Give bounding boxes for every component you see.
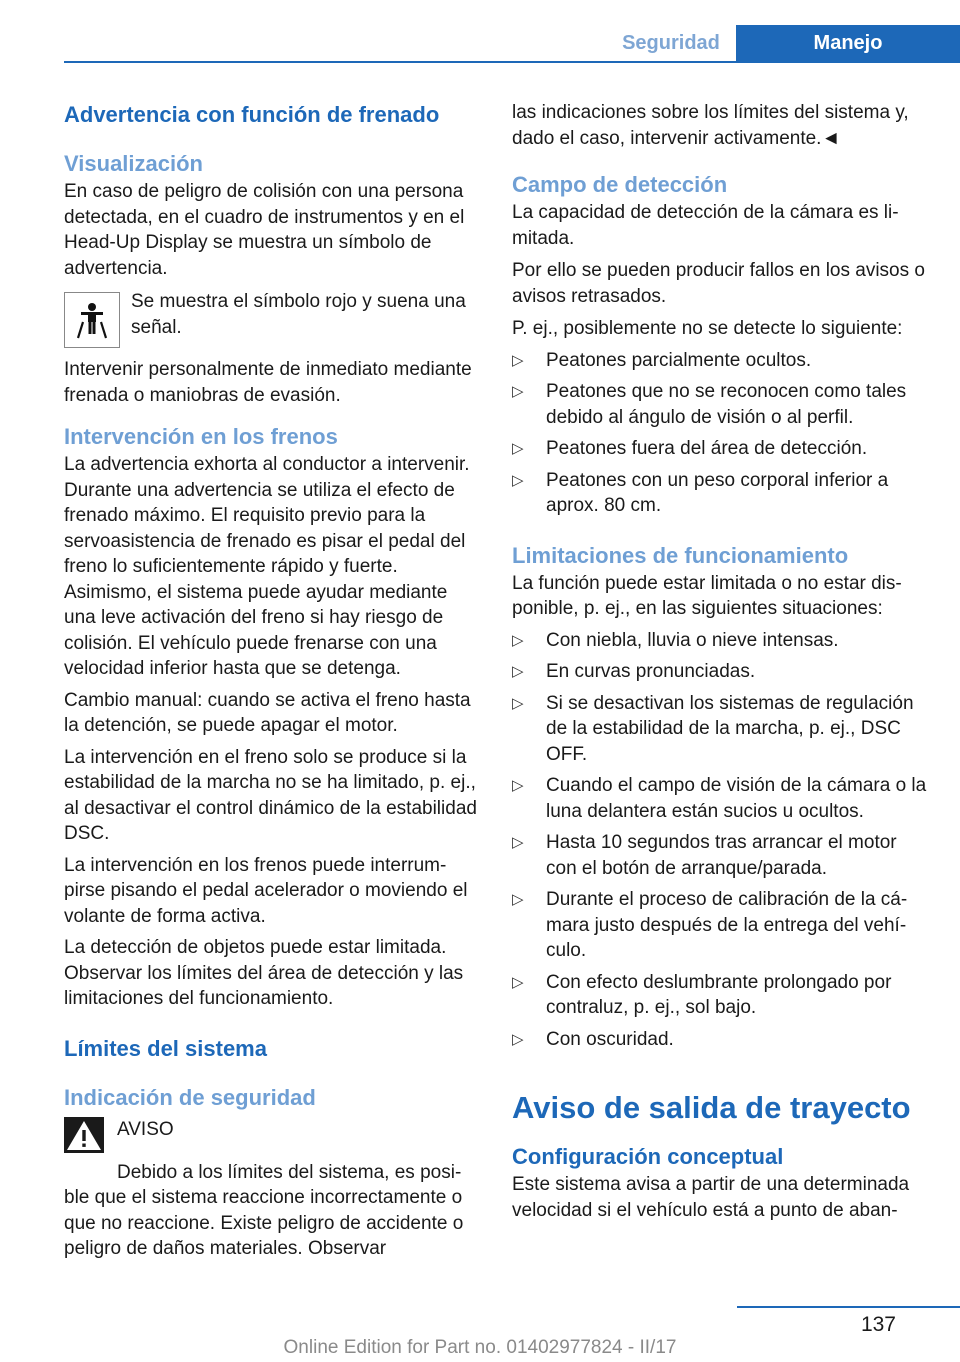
footer-rule [737,1306,960,1308]
paragraph: La función puede estar limitada o no estar disponible, p. ej., en las siguientes situaciones: [512,572,902,619]
page-number: 137 [860,1313,896,1336]
list-item: ▷ Peatones fuera del área de detección. [512,436,928,462]
list-item: ▷ Con efecto deslumbrante prolongado por contraluz, p. ej., sol bajo. [512,971,892,1018]
heading-limites: Límites del sistema [64,1035,267,1061]
header-rule [64,61,960,63]
bullet-triangle-icon: ▷ [512,631,524,649]
bullet-triangle-icon: ▷ [512,663,524,680]
bullet-triangle-icon: ▷ [512,440,524,457]
aviso-label: AVISO [117,1118,174,1140]
heading-configuracion: Configuración conceptual [512,1144,784,1169]
edition-footer: Online Edition for Part no. 01402977824 - II/17 [283,1337,677,1358]
bullet-triangle-icon: ▷ [512,471,524,489]
heading-campo-deteccion: Campo de detección [512,172,728,197]
list-item: ▷ Si se desactivan los sistemas de regulación de la estabilidad de la marcha, p. ej., DSC OFF. [512,692,914,765]
list-item: ▷ Con niebla, lluvia o nieve intensas. [512,628,928,654]
tab-seguridad[interactable]: Seguridad [607,25,735,62]
paragraph: La intervención en el freno solo se produce si la estabilidad de la marcha no se ha limitado, p. ej., al desactivar el control dinámico de la estabilidad DSC. [64,746,477,844]
bullet-triangle-icon: ▷ [512,694,524,712]
tab-manejo[interactable]: Manejo [736,25,960,62]
aviso-row [64,1117,480,1153]
bullet-triangle-icon: ▷ [512,834,524,851]
pedestrian-warning-icon [64,292,120,348]
warning-triangle-icon [64,1117,104,1153]
list-item: ▷ Peatones con un peso corporal inferior a aprox. 80 cm. [512,469,889,516]
bullet-triangle-icon: ▷ [512,891,524,908]
list-item: ▷ Peatones parcialmente ocultos. [512,348,928,374]
aviso-text: Debido a los límites del sistema, es posible que el sistema reaccione incorrectamente o que no reaccione. Existe peligro de accidente o peligro de daños materiales. Observar [64,1161,464,1259]
list-item: ▷ Peatones que no se reconocen como tales debido al ángulo de visión o al perfil. [512,381,907,428]
left-column [64,100,480,1262]
list-item: ▷ Cuando el campo de visión de la cámara o la luna delantera están sucios u ocultos. [512,775,927,822]
list-item: ▷ En curvas pronunciadas. [512,659,928,685]
bullet-triangle-icon: ▷ [512,351,524,369]
bullet-triangle-icon: ▷ [512,1030,524,1048]
list-item: ▷ Hasta 10 segundos tras arrancar el motor con el botón de arranque/parada. [512,832,897,879]
paragraph: Este sistema avisa a partir de una determinada velocidad si el vehículo está a punto de aban- [512,1174,910,1221]
bullet-list-campo [512,348,928,519]
paragraph: La capacidad de detección de la cámara es limitada. [512,202,899,249]
bullet-list-limitaciones [512,628,928,1053]
heading-limitaciones: Limitaciones de funcionamiento [512,542,849,568]
bullet-triangle-icon: ▷ [512,383,524,400]
paragraph: La advertencia exhorta al conductor a intervenir. Durante una advertencia se utiliza el efecto de frenado máximo. El requisito previo para la servoasistencia de frenado es pisar el pedal del freno lo suficientemente rápido y fuerte. Asimismo, el sistema puede ayudar mediante una leve activación del freno si hay riesgo de colisión. El vehículo puede frenarse con una velocidad inferior hasta que se detenga. [64,454,470,679]
list-item: ▷ Durante el proceso de calibración de la cámara justo después de la entrega del vehículo. [512,889,908,961]
heading-indicacion-seguridad: Indicación de seguridad [64,1084,316,1110]
paragraph: En caso de peligro de colisión con una persona detectada, en el cuadro de instrumentos y en el Head-Up Display se muestra un símbolo de advertencia. [64,181,465,279]
section-title: Advertencia con función de frenado [64,102,440,127]
symbol-description: Se muestra el símbolo rojo y suena una señal. [131,291,466,338]
paragraph: Intervenir personalmente de inmediato mediante frenada o maniobras de evasión. [64,359,472,406]
heading-frenos: Intervención en los frenos [64,424,338,449]
heading-aviso-salida: Aviso de salida de trayecto [512,1090,911,1125]
paragraph: Cambio manual: cuando se activa el freno hasta la detención, se puede apagar el motor. [64,689,471,736]
paragraph: Por ello se pueden producir fallos en los avisos o avisos retrasados. [512,260,925,307]
list-item: ▷ Con oscuridad. [512,1027,928,1053]
heading-visualizacion: Visualización [64,151,203,176]
bullet-triangle-icon: ▷ [512,973,524,991]
paragraph: las indicaciones sobre los límites del sistema y, dado el caso, intervenir activamente.◄ [512,102,909,149]
paragraph: La detección de objetos puede estar limitada. Observar los límites del área de detección y las limitaciones del funcionamiento. [64,937,464,1009]
warning-symbol-row [64,289,480,348]
bullet-triangle-icon: ▷ [512,777,524,794]
paragraph: P. ej., posiblemente no se detecte lo siguiente: [512,318,903,339]
right-column [512,100,928,1223]
paragraph: La intervención en los frenos puede interrumpirse pisando el pedal acelerador o moviendo el volante de forma activa. [64,854,468,927]
